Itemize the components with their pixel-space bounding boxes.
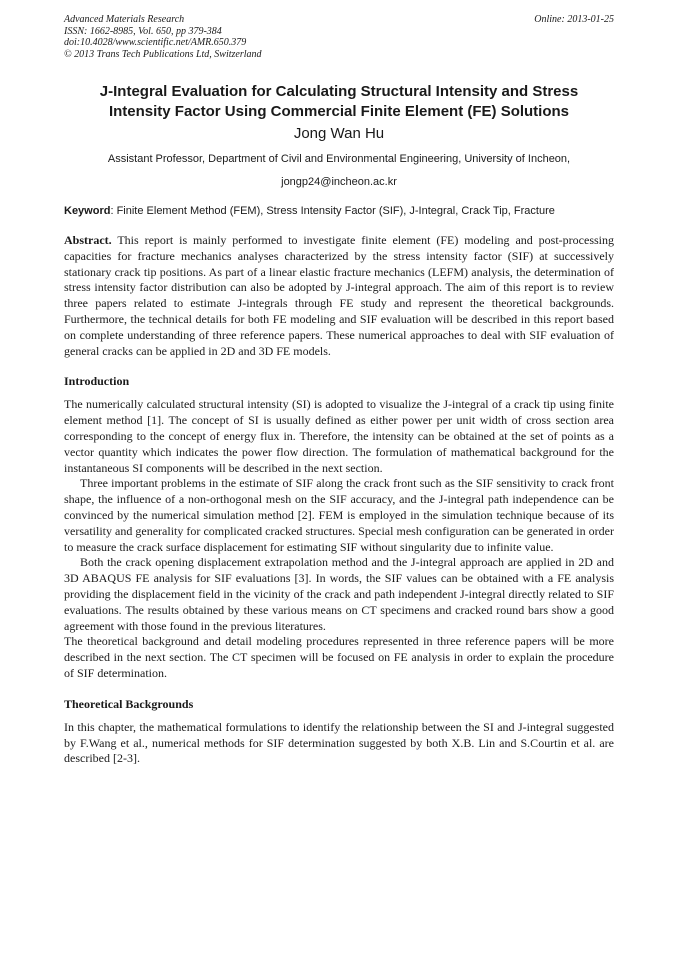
keywords-text: : Finite Element Method (FEM), Stress Intensity Factor (SIF), J-Integral, Crack Tip, Fracture [110,205,555,217]
journal-info [64,14,262,60]
running-header [64,14,614,64]
keywords-block [64,204,614,219]
keywords-label: Keyword [64,205,111,217]
abstract-label: Abstract. [64,233,112,247]
author-email: jongp24@incheon.ac.kr [281,176,397,188]
introduction-heading: Introduction [64,374,130,389]
intro-paragraph-1: The numerically calculated structural intensity (SI) is adopted to visualize the J-integral of a crack tip using finite element method [1]. The concept of SI is usually defined as either power per unit width of cross section area corresponding to the concept of energy flux in. Therefore, the intensity can be obtained at the set of points as a vector quantity which indicates the power flow direction. The formulation of mathematical background for the instantaneous SI components will be described in the next section. [64,397,614,475]
theory-paragraph-1: In this chapter, the mathematical formulations to identify the relationship between the SI and J-integral suggested by F.Wang et al., numerical methods for SIF determination suggested by both X.B. Lin and S.Courtin et al. are described [2-3]. [64,719,614,766]
issn-line: ISSN: 1662-8985, Vol. 650, pp 379-384 [64,25,222,37]
theory-heading: Theoretical Backgrounds [64,696,194,711]
intro-paragraph-4: The theoretical background and detail modeling procedures represented in three reference papers will be more described in the next section. The CT specimen will be focused on FE analysis in order to explain the procedure of SIF determination. [64,634,614,680]
doi-line: doi:10.4028/www.scientific.net/AMR.650.379 [64,37,247,49]
copyright-line: © 2013 Trans Tech Publications Ltd, Switzerland [64,48,262,60]
journal-name: Advanced Materials Research [64,14,185,25]
online-date: Online: 2013-01-25 [534,14,614,25]
intro-paragraph-2: Three important problems in the estimate of SIF along the crack front such as the SIF sensitivity to crack front shape, the influence of a non-orthogonal mesh on the SIF accuracy, and the J-integral path independence can be convinced by the numerical simulation method [2]. FEM is employed in the simulation technique because of its versatility and generality for complicated cracked structures. Special mesh configuration can be generated in order to measure the crack surface displacement for estimating SIF without singularity due to infinite value. [64,476,614,554]
author-name: Jong Wan Hu [293,125,385,142]
paper-page [64,14,614,767]
abstract-text: This report is mainly performed to investigate finite element (FE) modeling and post-processing capacities for fracture mechanics analyses characterized by the stress intensity factor (SIF) at successively stationary crack tip positions. As part of a linear elastic fracture mechanics (LEFM) analysis, the determination of stress intensity factor distribution can also be adopted by J-integral approach. The aim of this report is to review three papers related to estimate J-integrals through FE study and represent the theoretical backgrounds. Furthermore, the technical details for both FE modeling and SIF evaluation will be described in this report based on complete understanding of three reference papers. These numerical approaches to deal with SIF evaluation of general cracks can be applied in 2D and 3D FE models. [64,233,614,358]
intro-paragraph-3: Both the crack opening displacement extrapolation method and the J-integral approach are applied in 2D and 3D ABAQUS FE analysis for SIF evaluations [3]. In words, the SIF values can be obtained with a FE analysis providing the displacement field in the vicinity of the crack and path independent J-integral directly related to SIF evaluations. The results obtained by these various means on CT specimens and cracked round bars show a good agreement with those found in the previous literatures. [64,555,614,633]
abstract-paragraph [64,233,614,359]
paper-title: J-Integral Evaluation for Calculating Structural Intensity and Stress Intensity Factor Using Commercial Finite Element (FE) Solutions [99,83,579,120]
author-affiliation: Assistant Professor, Department of Civil and Environmental Engineering, University of Incheon, [107,153,571,165]
